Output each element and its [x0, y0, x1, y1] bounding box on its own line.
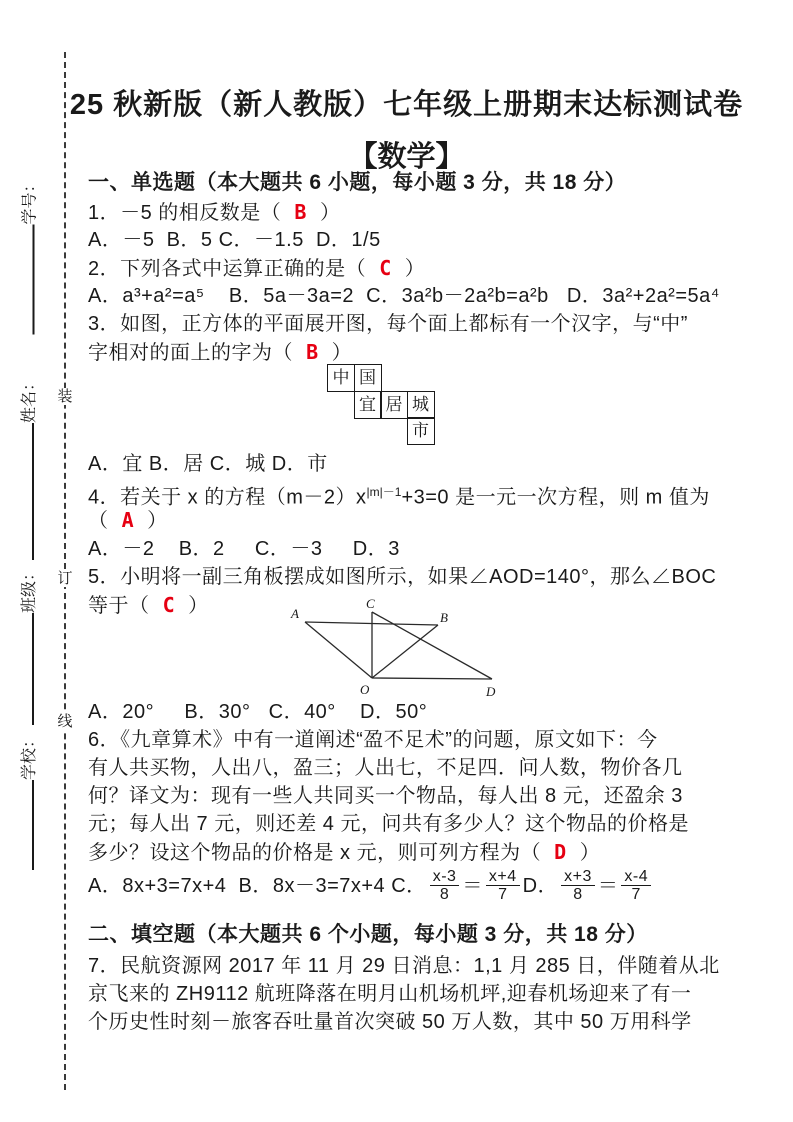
- question-5-stem-line2: [88, 592, 209, 619]
- q4-answer: A: [121, 508, 135, 532]
- q6-c-f1-numerator: x-3: [430, 868, 460, 886]
- q4-stem-text2: +3=0 是一元一次方程，则 m 值为: [401, 486, 710, 509]
- question-2-stem: [88, 255, 425, 282]
- paper-subtitle: 【数学】: [348, 141, 465, 173]
- point-label-B: B: [440, 610, 448, 625]
- q4-stem-text: 4．若关于 x 的方程（m－2）x: [88, 486, 367, 509]
- question-1-stem: [88, 199, 340, 226]
- q3-answer: B: [306, 340, 319, 364]
- class-label: 班级：: [21, 564, 38, 613]
- question-4-stem-line1: [88, 479, 710, 511]
- q2-stem-close: ）: [398, 258, 426, 280]
- q6-c-f2-numerator: x+4: [486, 868, 520, 886]
- binding-char-ding: 订: [55, 570, 75, 587]
- question-3-stem-line1: 3．如图，正方体的平面展开图，每个面上都标有一个汉字，与“中”: [88, 313, 688, 335]
- question-5-options: A．20° B．30° C．40° D．50°: [88, 701, 428, 723]
- q6-d-f1-denominator: 8: [573, 886, 583, 903]
- student-id-field: [21, 170, 41, 335]
- triangle-rulers-figure: [290, 596, 505, 700]
- q6-option-d-label: D．: [522, 874, 559, 897]
- question-4-options: A．－2 B．2 C．－3 D．3: [88, 538, 400, 560]
- school-field: [20, 728, 40, 870]
- q5-answer: C: [162, 593, 176, 617]
- binding-char-zhuang: 装: [55, 388, 75, 405]
- paper-title: 25 秋新版（新人教版）七年级上册期末达标测试卷: [69, 89, 744, 121]
- name-field: [20, 360, 40, 560]
- question-2-options: A．a³+a²=a⁵ B．5a－3a=2 C．3a²b－2a²b=a²b D．3a²+2a²=5a⁴: [88, 285, 720, 307]
- q6-option-c-equals: ＝: [462, 874, 483, 897]
- question-1-options: A．－5 B．5 C．－1.5 D．1/5: [88, 229, 381, 251]
- question-6-line1: 6．《九章算术》中有一道阐述“盈不足术”的问题，原文如下：今: [88, 729, 658, 751]
- q4-exponent: |m|－1: [366, 485, 402, 499]
- q6-option-c-fraction-1: [430, 868, 460, 903]
- question-6-line2: 有人共买物，人出八，盈三；人出七，不足四．问人数，物价各几: [88, 757, 683, 779]
- segment-AO: [305, 622, 372, 678]
- q6-option-d-fraction-2: [621, 868, 651, 903]
- q6-option-b: B．8x－3=7x+4: [238, 874, 392, 897]
- net-cell-ju: 居: [380, 391, 408, 419]
- school-label: 学校：: [21, 731, 38, 780]
- class-field: [20, 563, 40, 725]
- q5-stem-close: ）: [182, 595, 209, 617]
- net-cell-zhong: 中: [327, 364, 355, 392]
- q6-c-f2-denominator: 7: [498, 886, 508, 903]
- q4-paren-close: ）: [141, 510, 168, 532]
- point-label-C: C: [366, 596, 375, 611]
- binding-char-xian: 线: [55, 713, 75, 730]
- q1-stem-text: 1．－5 的相反数是（: [88, 202, 288, 224]
- q6-option-d-equals: ＝: [597, 874, 619, 897]
- q3-stem-text: 字相对的面上的字为（: [88, 342, 300, 364]
- section2-heading: 二、填空题（本大题共 6 个小题，每小题 3 分，共 18 分）: [88, 923, 648, 946]
- q6-option-a: A．8x+3=7x+4: [88, 874, 239, 897]
- q2-answer: C: [379, 256, 392, 280]
- question-4-stem-line2: [88, 507, 168, 534]
- q6-stem-close: ）: [573, 842, 601, 864]
- student-id-label: 学号：: [21, 176, 39, 225]
- q2-stem-text: 2．下列各式中运算正确的是（: [88, 258, 373, 280]
- segment-CD: [372, 612, 492, 679]
- q6-option-d-fraction-1: [561, 868, 595, 903]
- question-6-line5: [88, 839, 600, 866]
- q1-stem-close: ）: [313, 202, 341, 224]
- school-blank-line: [30, 780, 34, 870]
- cube-net-figure: [327, 364, 439, 448]
- question-6-options: [88, 868, 654, 903]
- q6-d-f1-numerator: x+3: [561, 868, 595, 886]
- q6-c-f1-denominator: 8: [439, 886, 450, 903]
- question-3-options: A．宜 B．居 C．城 D．市: [88, 453, 328, 475]
- segment-OB: [372, 625, 438, 678]
- net-cell-guo: 国: [354, 364, 382, 392]
- q6-option-c-label: C．: [391, 874, 427, 897]
- point-label-O: O: [360, 682, 370, 697]
- question-6-line3: 何？译文为：现有一些人共同买一个物品，每人出 8 元，还盈余 3: [88, 785, 683, 807]
- net-cell-shi: 市: [407, 417, 435, 445]
- q6-stem-text: 多少？设这个物品的价格是 x 元，则可列方程为（: [88, 842, 548, 864]
- question-7-line3: 个历史性时刻－旅客吞吐量首次突破 50 万人数，其中 50 万用科学: [88, 1011, 692, 1033]
- q6-d-f2-denominator: 7: [631, 886, 641, 903]
- q6-d-f2-numerator: x-4: [621, 868, 651, 886]
- q6-option-c-fraction-2: [486, 868, 520, 903]
- question-6-line4: 元；每人出 7 元，则还差 4 元，问共有多少人？这个物品的价格是: [88, 813, 689, 835]
- q6-answer: D: [554, 840, 567, 864]
- question-7-line1: 7．民航资源网 2017 年 11 月 29 日消息：1,1 月 285 日，伴随着从北: [88, 955, 720, 977]
- point-label-D: D: [486, 684, 496, 699]
- q3-stem-close: ）: [325, 342, 353, 364]
- segment-OD: [372, 678, 492, 679]
- student-id-blank-line: [31, 225, 35, 335]
- net-cell-cheng: 城: [407, 391, 435, 419]
- q1-answer: B: [294, 200, 307, 224]
- q5-stem-text: 等于（: [88, 595, 156, 617]
- question-3-stem-line2: [88, 339, 352, 366]
- class-blank-line: [30, 613, 34, 725]
- question-5-stem-line1: 5．小明将一副三角板摆成如图所示，如果∠AOD=140°，那么∠BOC: [88, 566, 717, 588]
- net-cell-yi: 宜: [354, 391, 382, 419]
- name-blank-line: [30, 423, 34, 560]
- question-7-line2: 京飞来的 ZH9112 航班降落在明月山机场机坪,迎春机场迎来了有一: [88, 983, 692, 1005]
- q4-paren-open: （: [88, 510, 115, 532]
- section1-heading: 一、单选题（本大题共 6 小题，每小题 3 分，共 18 分）: [88, 171, 627, 194]
- point-label-A: A: [291, 606, 299, 621]
- name-label: 姓名：: [21, 374, 38, 423]
